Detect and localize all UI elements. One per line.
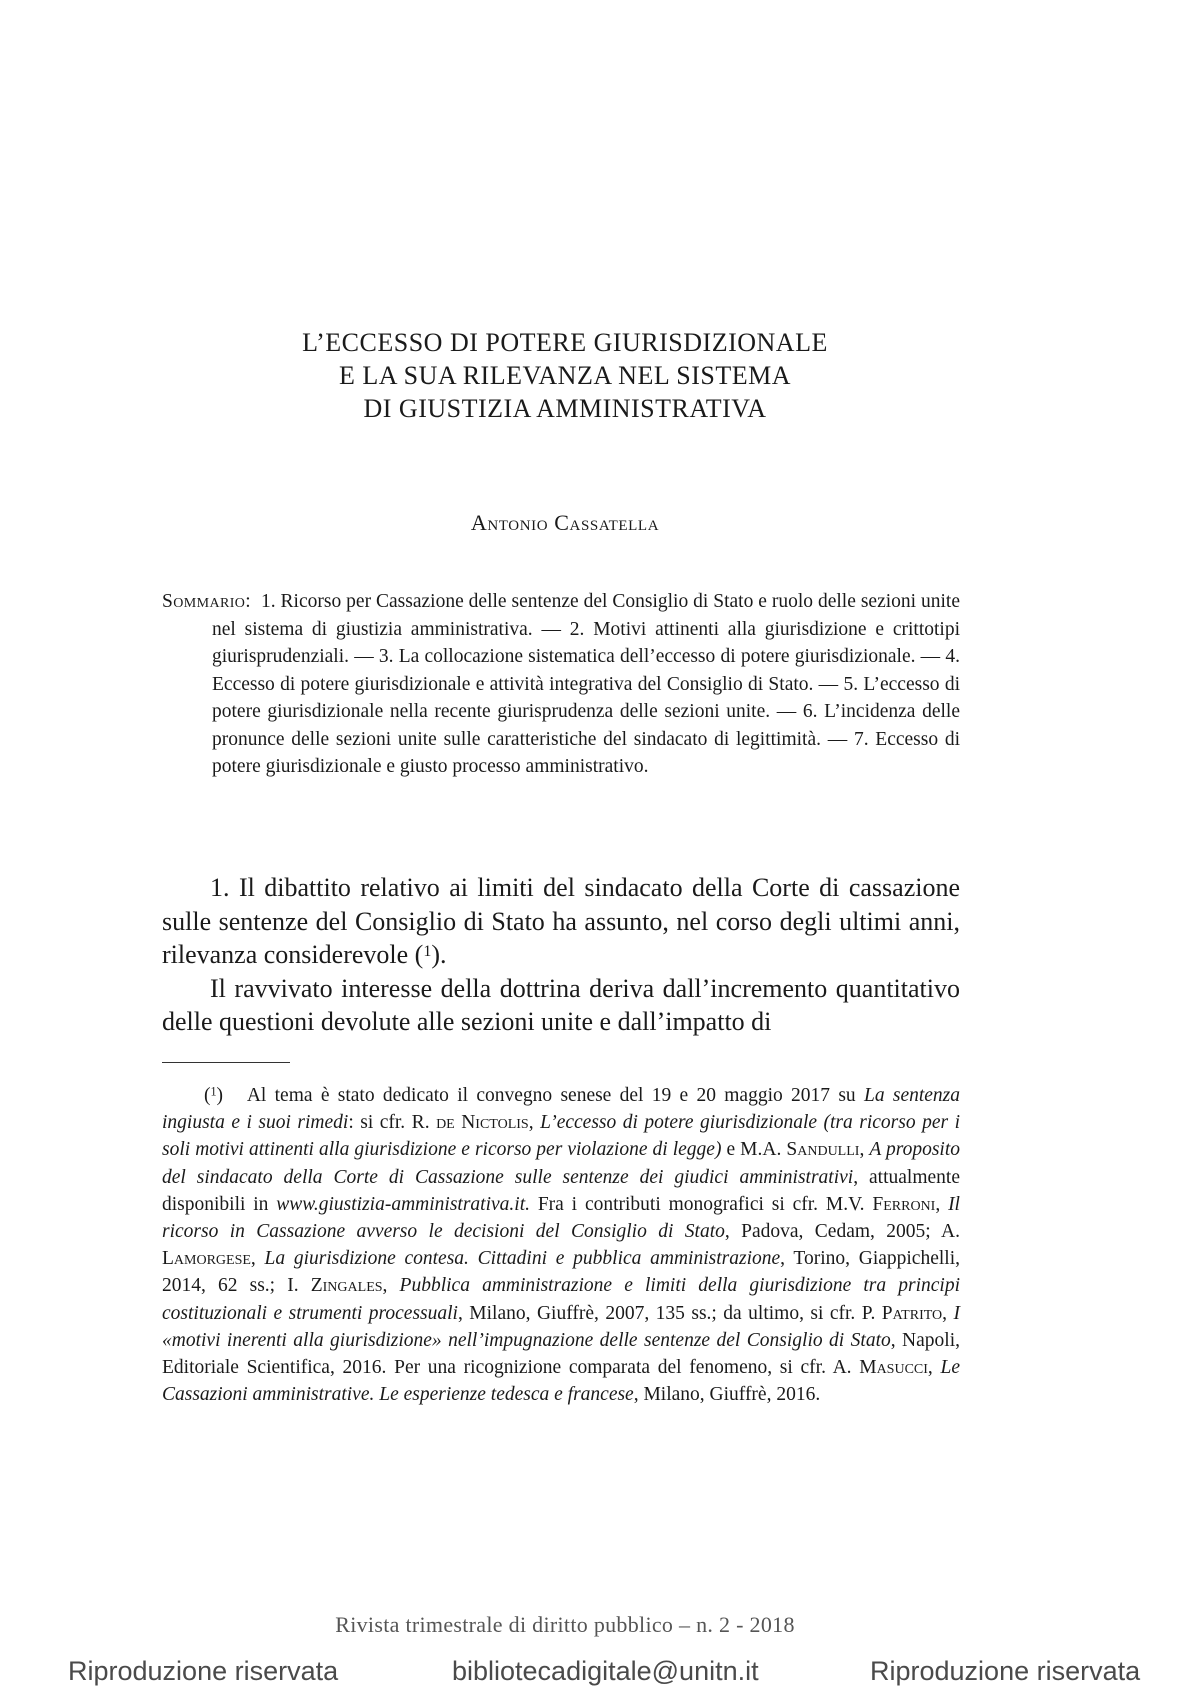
footnote-text: , Padova, Cedam, 2005; A.: [724, 1221, 960, 1243]
footnote-author: Masucci: [859, 1357, 928, 1379]
footnote-text: e M.A.: [721, 1139, 787, 1161]
article-title: [0, 326, 1130, 425]
watermark-left: Riproduzione riservata: [68, 1656, 339, 1686]
footnote-author: Sandulli: [786, 1139, 860, 1161]
footnote-text: ,: [382, 1275, 400, 1297]
footnote-author: Lamorgese: [162, 1248, 251, 1270]
footnote-1: ($^1$) Al tema è stato dedicato il convegno senese del 19 e 20 maggio 2017 su La sentenza ingiusta e i suoi rimedi: si cfr. R. de Nictolis, L’eccesso di potere giurisdizionale (tra ricorso per i soli motivi attinenti alla giurisdizione e ricorso per violazione di legge) e M.A. Sandulli, A proposito del sindacato della Corte di Cassazione sulle sentenze dei giudici amministrativi, attualmente disponibili in www.giustizia-amministrativa.it. Fra i contributi monografici si cfr. M.V. Ferroni, Il ricorso in Cassazione avverso le decisioni del Consiglio di Stato, Padova, Cedam, 2005; A. Lamorgese, La giurisdizione contesa. Cittadini e pubblica amministrazione, Torino, Giappichelli, 2014, 62 ss.; I. Zingales, Pubblica amministrazione e limiti della giurisdizione tra principi costituzionali e strumenti processuali, Milano, Giuffrè, 2007, 135 ss.; da ultimo, si cfr. P. Patrito, I «motivi inerenti alla giurisdizione» nell’impugnazione delle sentenze del Consiglio di Stato, Napoli, Editoriale Scientifica, 2016. Per una ricognizione comparata del fenomeno, si cfr. A. Masucci, Le Cassazioni amministrative. Le esperienze tedesca e francese, Milano, Giuffrè, 2016.: [162, 1084, 961, 1406]
footnote-cited-title: A proposito del sindacato della Corte di Cassazione sulle sentenze dei giudici amministrativi: [162, 1139, 961, 1188]
title-line-2: E LA SUA RILEVANZA NEL SISTEMA: [339, 361, 791, 390]
footnote-reference[interactable]: 1: [423, 942, 432, 960]
footnote-separator: [162, 1062, 290, 1063]
footnote-marker: 1: [210, 1084, 217, 1099]
footnote-author: Zingales: [310, 1275, 383, 1297]
body-paragraph-1-text: 1. Il dibattito relativo ai limiti del sindacato della Corte di cassazione sulle sentenze del Consiglio di Stato ha assunto, nel corso degli ultimi anni, rilevanza considerevole (: [162, 873, 960, 969]
footnote-text: ,: [528, 1112, 541, 1134]
summary-label: Sommario:: [162, 591, 252, 612]
footnote-text: , Milano, Giuffrè, 2007, 135 ss.; da ultimo, si cfr. P.: [457, 1302, 882, 1324]
footnote-cited-title: I «motivi inerenti alla giurisdizione» nell’impugnazione delle sentenze del Consiglio di Stato: [162, 1302, 960, 1351]
footnote-author: Ferroni: [872, 1193, 936, 1215]
footnote-text: , attualmente disponibili in: [162, 1166, 960, 1215]
title-line-1: L’ECCESSO DI POTERE GIURISDIZIONALE: [302, 328, 828, 357]
table-of-contents-summary: [162, 588, 960, 781]
footnote-cited-title: Pubblica amministrazione e limiti della giurisdizione tra principi costituzionali e strumenti processuali: [162, 1275, 961, 1324]
author-name: Antonio Cassatella: [470, 510, 660, 535]
body-paragraph-2: Il ravvivato interesse della dottrina deriva dall’incremento quantitativo delle questioni devolute alle sezioni unite e dall’impatto di: [162, 973, 960, 1036]
body-paragraph-1: [162, 871, 960, 972]
footnote-text: Fra i contributi monografici si cfr. M.V.: [530, 1193, 873, 1215]
summary-text: 1. Ricorso per Cassazione delle sentenze del Consiglio di Stato e ruolo delle sezioni unite nel sistema di giustizia amministrativa. — 2. Motivi attinenti alla giurisdizione e crittotipi giurisprudenziali. — 3. La collocazione sistematica dell’eccesso di potere giurisdizionale. — 4. Eccesso di potere giurisdizionale e attività integrativa del Consiglio di Stato. — 5. L’eccesso di potere giurisdizionale nella recente giurisprudenza delle sezioni unite. — 6. L’incidenza delle pronunce delle sezioni unite sulle caratteristiche del sindacato di legittimità. — 7. Eccesso di potere giurisdizionale e giusto processo amministrativo.: [212, 591, 960, 777]
watermark-right: Riproduzione riservata: [870, 1656, 1141, 1686]
footnote-text: ,: [942, 1302, 954, 1324]
journal-footer: Rivista trimestrale di diritto pubblico – n. 2 - 2018: [335, 1612, 795, 1637]
footnote-text: , Napoli, Editoriale Scientifica, 2016. Per una ricognizione comparata del fenomeno, si cfr. A.: [162, 1329, 960, 1379]
footnote-text: ,: [927, 1357, 941, 1379]
footnote-cited-title: La sentenza ingiusta e i suoi rimedi: [162, 1085, 961, 1134]
footnote-text: Al tema è stato dedicato il convegno senese del 19 e 20 maggio 2017 su: [246, 1085, 864, 1106]
footnote-cited-title: Le Cassazioni amministrative. Le esperienze tedesca e francese: [162, 1357, 960, 1406]
footnote-text: : si cfr. R.: [348, 1112, 437, 1134]
footnote-author: de Nictolis: [436, 1112, 529, 1134]
footnote-author: Patrito: [881, 1302, 943, 1324]
body-paragraph-1-end: ).: [431, 940, 447, 969]
footnote-text: , Milano, Giuffrè, 2016.: [633, 1384, 821, 1406]
footnote-text: ,: [859, 1139, 870, 1161]
footnote-text: ,: [250, 1248, 265, 1270]
footnote-text: ,: [935, 1193, 949, 1215]
main-body-text: [162, 871, 960, 1039]
footnote-cited-title: La giurisdizione contesa. Cittadini e pubblica amministrazione: [264, 1248, 781, 1270]
footnote-text: , Torino, Giappichelli, 2014, 62 ss.; I.: [162, 1248, 961, 1297]
title-line-3: DI GIUSTIZIA AMMINISTRATIVA: [363, 394, 767, 423]
footnote-website: www.giustizia-amministrativa.it.: [276, 1193, 530, 1215]
watermark-email: bibliotecadigitale@unitn.it: [452, 1656, 759, 1686]
footnote-cited-title: L’eccesso di potere giurisdizionale (tra ricorso per i soli motivi attinenti alla giurisdizione e ricorso per violazione di legge): [162, 1112, 961, 1161]
footnote-cited-title: Il ricorso in Cassazione avverso le decisioni del Consiglio di Stato: [162, 1193, 960, 1243]
